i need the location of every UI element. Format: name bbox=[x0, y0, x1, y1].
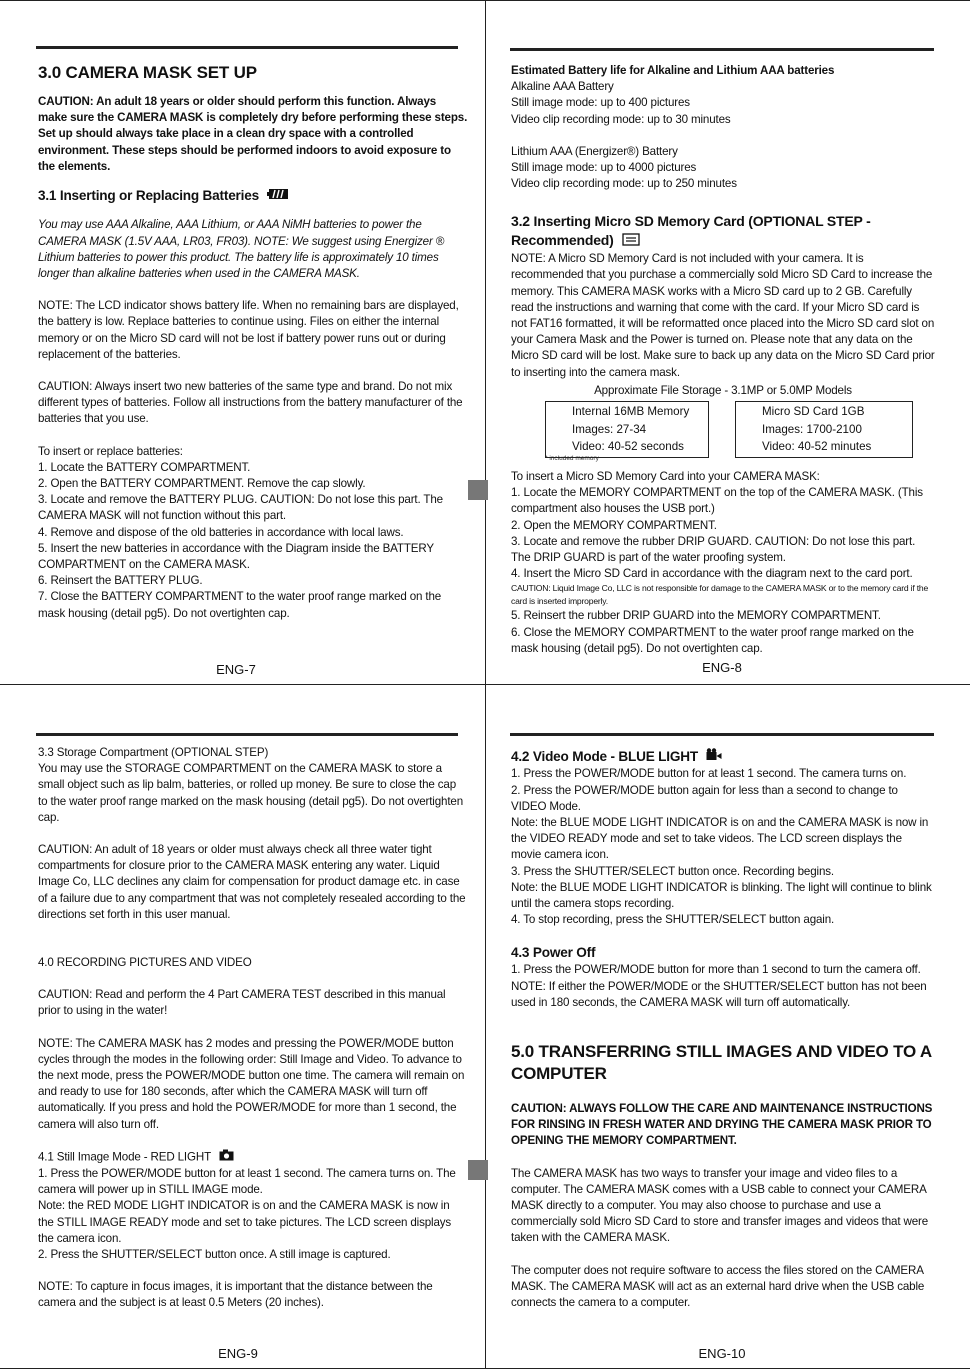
page10-caution: CAUTION: ALWAYS FOLLOW THE CARE AND MAINTENANCE INSTRUCTIONS FOR RINSING IN FRESH WATER AND DRYING THE CAMERA MASK PRIOR TO OPENING THE MEMORY COMPARTMENT. bbox=[511, 1102, 933, 1148]
memory-card-icon bbox=[622, 232, 640, 251]
page7-step: 4. Remove and dispose of the old batteries in accordance with local laws. bbox=[38, 525, 404, 539]
page9-recording-heading: 4.0 RECORDING PICTURES AND VIDEO bbox=[38, 956, 252, 970]
page10-top-rule bbox=[510, 733, 934, 736]
page7-subheading-text: 3.1 Inserting or Replacing Batteries bbox=[38, 188, 259, 204]
video-camera-icon bbox=[706, 748, 722, 766]
page10-video-step: 1. Press the POWER/MODE button for at least 1 second. The camera turns on. bbox=[511, 767, 907, 781]
page8-subheading bbox=[511, 212, 935, 251]
page10-para1: The CAMERA MASK has two ways to transfer your image and video files to a computer. The CAMERA MASK comes with a USB cable to connect your CAMERA MASK directly to a computer. You may also choose to purchase and use a commercially sold Micro SD Card to store and transfer images and videos that were taken with the CAMERA MASK. bbox=[511, 1166, 928, 1245]
internal-memory-label: Internal 16MB Memory bbox=[572, 405, 690, 419]
sd-card-label: Micro SD Card 1GB bbox=[762, 405, 865, 419]
page9-still-step: 1. Press the POWER/MODE button for at least 1 second. The camera turns on. The camera will power up in STILL IMAGE mode. bbox=[38, 1167, 456, 1197]
page7-heading: 3.0 CAMERA MASK SET UP bbox=[38, 63, 257, 82]
page10-video-step: 2. Press the POWER/MODE button again for less than a second to change to VIDEO Mode. bbox=[511, 783, 898, 813]
page7-step: 1. Locate the BATTERY COMPARTMENT. bbox=[38, 460, 251, 474]
sd-card-box bbox=[735, 401, 913, 458]
page8-footer: ENG-8 bbox=[702, 660, 742, 675]
page7-battery-types-note: You may use AAA Alkaline, AAA Lithium, or AAA NiMH batteries to power the CAMERA MASK (1.5V AAA, LR03, FR03). NOTE: We suggest using Energizer ® Lithium batteries to power this product. The battery life is approximately 10 times longer than alkaline batteries when used in the CAMERA MASK. bbox=[38, 218, 445, 281]
page9-focus-note: NOTE: To capture in focus images, it is important that the distance between the camera and the subject is at least 0.5 Meters (20 inches). bbox=[38, 1280, 433, 1310]
page9-caution: CAUTION: An adult of 18 years or older must always check all three water tight compartments for closure prior to the CAMERA MASK entering any water. Liquid Image Co, LLC declines any claim for compensation for product damage etc. in case of a failure due to any compartment that was not completely resealed according to the directions set forth in this user manual. bbox=[38, 843, 466, 921]
included-memory-footnote: * included memory bbox=[545, 455, 599, 463]
page7-top-rule bbox=[36, 46, 458, 49]
page10-power-step: 1. Press the POWER/MODE button for more than 1 second to turn the camera off. bbox=[511, 963, 921, 977]
page10-power-step: NOTE: If either the POWER/MODE or the SHUTTER/SELECT button has not been used in 180 seconds, the CAMERA MASK will turn off automatically. bbox=[511, 979, 927, 1009]
page10-footer: ENG-10 bbox=[698, 1346, 746, 1361]
page8-step: 1. Locate the MEMORY COMPARTMENT on the top of the CAMERA MASK. (This compartment also houses the USB port.) bbox=[511, 486, 923, 516]
page8-battery-heading: Estimated Battery life for Alkaline and Lithium AAA batteries bbox=[511, 64, 835, 77]
page10-para2: The computer does not require software to access the files stored on the CAMERA MASK. The CAMERA MASK will act as an external hard drive when the USB cable connects the camera to a computer. bbox=[511, 1263, 925, 1310]
page9-still-heading bbox=[38, 1149, 466, 1166]
page10-video-heading bbox=[511, 748, 935, 766]
page8-step: 3. Locate and remove the rubber DRIP GUARD. CAUTION: Do not lose this part. The DRIP GUARD is part of the water proofing system. bbox=[511, 534, 916, 565]
page8-step: 4. Insert the Micro SD Card in accordance with the diagram next to the card port. bbox=[511, 567, 913, 581]
internal-memory-images: Images: 27-34 bbox=[572, 422, 647, 436]
sd-card-images: Images: 1700-2100 bbox=[762, 422, 862, 436]
page9-still-heading-text: 4.1 Still Image Mode - RED LIGHT bbox=[38, 1150, 212, 1164]
page7-subheading bbox=[38, 187, 468, 205]
page9-caution2: CAUTION: Read and perform the 4 Part CAMERA TEST described in this manual prior to using in the water! bbox=[38, 988, 446, 1018]
page8-alkaline-line: Video clip recording mode: up to 30 minutes bbox=[511, 112, 731, 126]
page10-transfer-heading: 5.0 TRANSFERRING STILL IMAGES AND VIDEO TO A COMPUTER bbox=[511, 1042, 932, 1084]
page10-video-heading-text: 4.2 Video Mode - BLUE LIGHT bbox=[511, 749, 698, 764]
page7-step: 6. Reinsert the BATTERY PLUG. bbox=[38, 574, 203, 588]
page8-lithium-line: Lithium AAA (Energizer®) Battery bbox=[511, 144, 678, 158]
page8-alkaline-line: Still image mode: up to 400 pictures bbox=[511, 96, 690, 110]
page10-video-step: 4. To stop recording, press the SHUTTER/SELECT button again. bbox=[511, 913, 835, 927]
page8-step: 2. Open the MEMORY COMPARTMENT. bbox=[511, 518, 717, 532]
page7-caution2: CAUTION: Always insert two new batteries of the same type and brand. Do not mix different types of batteries. Follow all instructions from the battery manufacturer of the batteries that you use. bbox=[38, 380, 463, 426]
sd-card-video: Video: 40-52 minutes bbox=[762, 440, 872, 454]
page7-steps-intro: To insert or replace batteries: bbox=[38, 444, 183, 458]
page8-steps-intro: To insert a Micro SD Memory Card into your CAMERA MASK: bbox=[511, 470, 820, 484]
page7-lcd-note: NOTE: The LCD indicator shows battery life. When no remaining bars are displayed, the battery is low. Replace batteries to continue using. Files on either the internal memory or on the Micro SD card will not be lost if battery power runs out or during replacement of the batteries. bbox=[38, 299, 459, 361]
registration-mark-upper bbox=[468, 480, 488, 500]
file-storage-table bbox=[511, 401, 935, 455]
internal-memory-box bbox=[545, 401, 709, 458]
page10-video-step: Note: the BLUE MODE LIGHT INDICATOR is blinking. The light will continue to blink until the camera stops recording. bbox=[511, 880, 932, 911]
page9-footer: ENG-9 bbox=[218, 1346, 258, 1361]
page8-table-title: Approximate File Storage - 3.1MP or 5.0MP Models bbox=[594, 383, 852, 397]
page8-small-caution: CAUTION: Liquid Image Co, LLC is not responsible for damage to the CAMERA MASK or to the memory card if the card is inserted improperly. bbox=[511, 583, 929, 607]
registration-mark-lower bbox=[468, 1160, 488, 1180]
page7-step: 5. Insert the new batteries in accordance with the Diagram inside the BATTERY COMPARTMENT on the CAMERA MASK. bbox=[38, 541, 434, 572]
page8-sd-note: NOTE: A Micro SD Memory Card is not included with your camera. It is recommended that you purchase a commercially sold Micro SD Card to increase the memory. This CAMERA MASK works with a Micro SD card up to 2 GB. Carefully read the instructions and warning that come with the card. If your Micro SD card is not FAT16 formatted, it will be reformatted once placed into the Micro SD card slot on your Camera Mask and the Power is turned on. Please note that any data on the Micro SD card will be lost. Make sure to back up any data on the Micro SD Card prior to inserting into the camera mask. bbox=[511, 252, 935, 379]
page7-step: 7. Close the BATTERY COMPARTMENT to the water proof range marked on the mask housing (detail pg5). Do not overtighten cap. bbox=[38, 590, 442, 620]
page10-video-step: 3. Press the SHUTTER/SELECT button once. Recording begins. bbox=[511, 864, 834, 878]
page7-step: 3. Locate and remove the BATTERY PLUG. CAUTION: Do not lose this part. The CAMERA MASK will not function without this part. bbox=[38, 493, 443, 523]
page8-step: 6. Close the MEMORY COMPARTMENT to the water proof range marked on the mask housing (detail pg5). Do not overtighten cap. bbox=[511, 625, 914, 655]
page9-storage-text: You may use the STORAGE COMPARTMENT on the CAMERA MASK to store a small object such as lip balm, batteries, or rolled up money. Be sure to close the cap to the water proof range marked on the mask housing (detail pg5). Do not overtighten cap. bbox=[38, 762, 463, 824]
page9-still-step: 2. Press the SHUTTER/SELECT button once. A still image is captured. bbox=[38, 1248, 391, 1262]
battery-icon bbox=[267, 187, 289, 205]
page7-step: 2. Open the BATTERY COMPARTMENT. Remove the cap slowly. bbox=[38, 477, 366, 491]
page8-subheading-text: 3.2 Inserting Micro SD Memory Card (OPTIONAL STEP - Recommended) bbox=[511, 213, 871, 249]
page10-power-heading: 4.3 Power Off bbox=[511, 945, 596, 961]
page9-storage-heading: 3.3 Storage Compartment (OPTIONAL STEP) bbox=[38, 746, 269, 759]
page8-top-rule bbox=[510, 48, 934, 51]
page9-top-rule bbox=[36, 733, 458, 736]
page10-video-step: Note: the BLUE MODE LIGHT INDICATOR is on and the CAMERA MASK is now in the VIDEO READY mode and set to take videos. The LCD screen displays the movie camera icon. bbox=[511, 816, 929, 862]
page-eng-10 bbox=[511, 748, 935, 1311]
horizontal-divider bbox=[0, 684, 970, 685]
page-eng-9 bbox=[38, 745, 466, 1312]
page8-lithium-line: Still image mode: up to 4000 pictures bbox=[511, 161, 697, 175]
page9-modes-note: NOTE: The CAMERA MASK has 2 modes and pressing the POWER/MODE button cycles through the modes in the following order: Still Image and Video. To advance to the next mode, press the POWER/MODE button one time. The camera will remain on and ready to use for 180 seconds, after which the CAMERA MASK will turn off automatically. If you press and hold the POWER/MODE for more than 1 second, the camera will also turn off. bbox=[38, 1036, 465, 1131]
page7-footer: ENG-7 bbox=[216, 662, 256, 677]
page8-step: 5. Reinsert the rubber DRIP GUARD into the MEMORY COMPARTMENT. bbox=[511, 609, 881, 623]
page8-alkaline-line: Alkaline AAA Battery bbox=[511, 80, 614, 94]
page9-still-step: Note: the RED MODE LIGHT INDICATOR is on and the CAMERA MASK is now in the STILL IMAGE READY mode and set to take pictures. The LCD screen displays the camera icon. bbox=[38, 1199, 452, 1245]
page8-lithium-line: Video clip recording mode: up to 250 minutes bbox=[511, 177, 737, 191]
page-eng-8 bbox=[511, 63, 935, 657]
page-eng-7 bbox=[38, 62, 468, 622]
camera-icon bbox=[219, 1149, 234, 1166]
internal-memory-video: Video: 40-52 seconds bbox=[572, 440, 684, 454]
page7-caution: CAUTION: An adult 18 years or older should perform this function. Always make sure the CAMERA MASK is completely dry before performing these steps. Set up should always take place in a clean dry space with a controlled environment. These steps should be performed indoors to avoid exposure to the elements. bbox=[38, 95, 468, 173]
